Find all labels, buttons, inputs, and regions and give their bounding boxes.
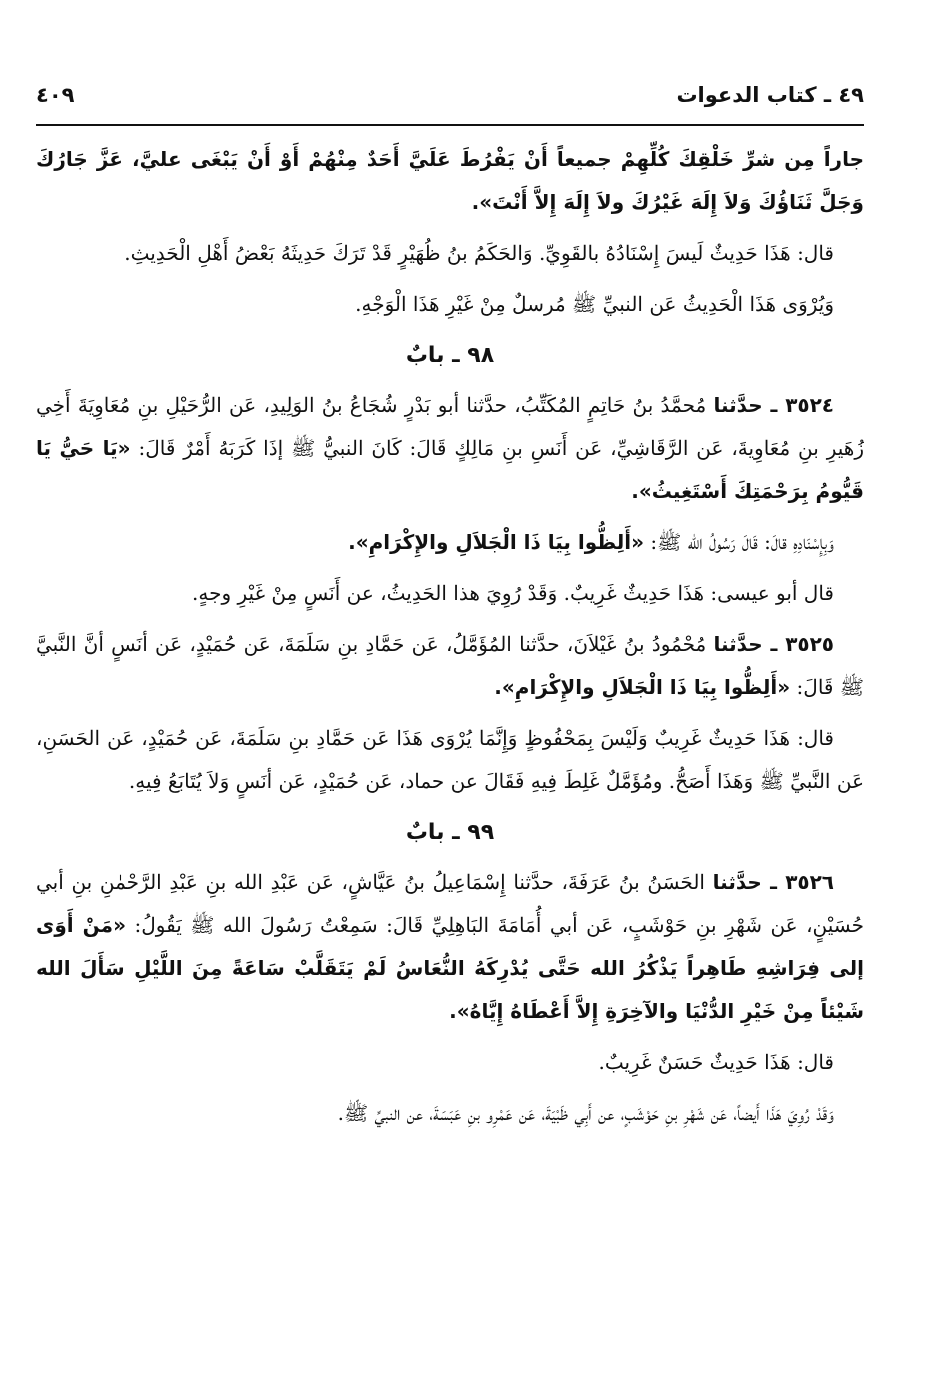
book-page <box>36 0 864 1386</box>
commentary-paragraph: قال: هَذَا حَدِيثٌ غَرِيبٌ وَلَيْسَ بِمَحْفُوظٍ وَإِنَّمَا يُرْوَى هَذَا عَن حَمَّادِ بنِ سَلَمَةَ، عَن حُمَيْدٍ، عَن الحَسَنِ، عَن النَّبيِّ ﷺ وَهَذَا أَصَحُّ. ومُؤَمَّلٌ غَلِطَ فِيهِ فَقَالَ عن حماد، عَن حُمَيْدٍ، عَن أنَسٍ وَلاَ يُتَابَعُ فِيهِ. <box>36 726 864 793</box>
hadith-matn: «أَلِظُّوا بِيَا ذَا الْجَلاَلِ والإِكْرَامِ». <box>494 675 791 699</box>
hadith-chain: الحَسَنُ بنُ عَرَفَةَ، حدَّثنا إِسْمَاعِيلُ بنُ عَيَّاشٍ، عَن عَبْدِ الله بنِ عَبْدِ الرَّحْمٰنِ بنِ أبي حُسَيْنٍ، عَن شَهْرِ بنِ حَوْشَبٍ، عَن أبي أُمَامَةَ البَاهِلِيِّ قَالَ: سَمِعْتُ رَسُولَ الله ﷺ يَقُولُ: <box>36 870 864 937</box>
hadith-addendum <box>36 521 864 564</box>
hadith-number: ٣٥٢٦ ـ حدَّثنا <box>712 870 835 894</box>
header-divider <box>36 124 864 126</box>
chapter-heading-99: ٩٩ ـ بابٌ <box>405 820 495 845</box>
commentary-paragraph: قال: هَذَا حَدِيثٌ لَيسَ إِسْنَادُهُ بالقَوِيِّ. وَالحَكَمُ بنُ ظُهَيْرٍ قَدْ تَرَكَ حَدِيثَهُ بَعْضُ أَهْلِ الْحَدِيثِ. <box>124 241 834 265</box>
hadith-chain: مُحْمُودُ بنُ غَيْلاَنَ، حدَّثنا المُؤَمَّلُ، عَن حَمَّادِ بنِ سَلَمَةَ، عَن حُمَيْدٍ، عَن أنَسٍ أنَّ النَّبيَّ ﷺ قَالَ: <box>36 632 864 699</box>
page-header <box>36 80 864 110</box>
alternate-chain: وَقَدْ رُوِيَ هَذَا أَيضاً، عَن شَهْرِ بنِ حَوْشَبٍ، عن أَبِي ظَبْيَةَ، عَن عَمْرِو بنِ عَبَسَةَ، عن النبيِّ ﷺ. <box>337 1101 834 1125</box>
addendum-chain: وَبِإِسْنَادِهِ قالَ: قَالَ رَسُولُ الله ﷺ: <box>650 530 834 554</box>
hadith-chain: مُحمَّدُ بنُ حَاتِمٍ المُكَتِّبُ، حدَّثنا أبو بَدْرٍ شُجَاعُ بنُ الوَلِيدِ، عَن الرُّحَيْلِ بنِ مُعَاوِيَةَ أَخِي زُهَيرِ بنِ مُعَاوِيةَ، عَن الرَّقَاشِيِّ، عَن أَنَسِ بنِ مَالِكٍ قَالَ: كَانَ النبيُّ ﷺ إذَا كَرَبَهُ أَمْرٌ قَالَ: <box>36 393 864 460</box>
addendum-matn: «أَلِظُّوا بِيَا ذَا الْجَلاَلِ والإِكْرَامِ». <box>348 530 645 554</box>
chapter-heading-98: ٩٨ ـ بابٌ <box>405 343 495 368</box>
hadith-continuation: جاراً مِن شرِّ خَلْقِكَ كُلِّهِمْ جميعاً أَنْ يَفْرُطَ عَلَيَّ أَحَدٌ مِنْهُمْ أَوْ أَنْ يَبْغَى عليَّ، عَزَّ جَارُكَ وَجَلَّ ثَنَاؤُكَ وَلاَ إِلَهَ غَيْرُكَ ولاَ إِلَهَ إِلاَّ أَنْتَ». <box>36 147 864 214</box>
hadith-3524 <box>36 384 864 513</box>
page-body <box>36 138 864 1143</box>
grading-comment: قال: هَذَا حَدِيثٌ حَسَنٌ غَرِيبٌ. <box>598 1050 834 1074</box>
hadith-matn: «مَنْ أَوَى إلى فِرَاشِهِ طَاهِراً يَذْكُرُ الله حَتَّى يُدْرِكَهُ النُّعَاسُ لَمْ يَتَقَلَّبْ سَاعَةً مِنَ اللَّيْلِ سَأَلَ الله شَيْئاً مِنْ خَيْرِ الدُّنْيَا والآخِرَةِ إِلاَّ أَعْطَاهُ إِيَّاهُ». <box>36 913 864 1023</box>
chapter-title: ٤٩ ـ كتاب الدعوات <box>676 83 864 107</box>
narration-note: وَيُرْوَى هَذَا الْحَدِيثُ عَن النبيِّ ﷺ مُرسلٌ مِنْ غَيْرِ هَذَا الْوَجْهِ. <box>355 292 834 316</box>
hadith-matn: «يَا حَيُّ يَا قَيُّومُ بِرَحْمَتِكَ أَسْتَغِيثُ». <box>36 436 864 503</box>
abu-isa-comment: قال أبو عيسى: هَذَا حَدِيثٌ غَرِيبٌ. وَقَدْ رُوِيَ هذا الحَدِيثُ، عن أَنَسٍ مِنْ غَيْرِ وجهٍ. <box>192 581 834 605</box>
page-number: ٤٠٩ <box>36 83 75 107</box>
hadith-number: ٣٥٢٥ ـ حدَّثنا <box>713 632 835 656</box>
hadith-3525 <box>36 623 864 709</box>
hadith-number: ٣٥٢٤ ـ حدَّثنا <box>713 393 835 417</box>
hadith-3526 <box>36 861 864 1033</box>
